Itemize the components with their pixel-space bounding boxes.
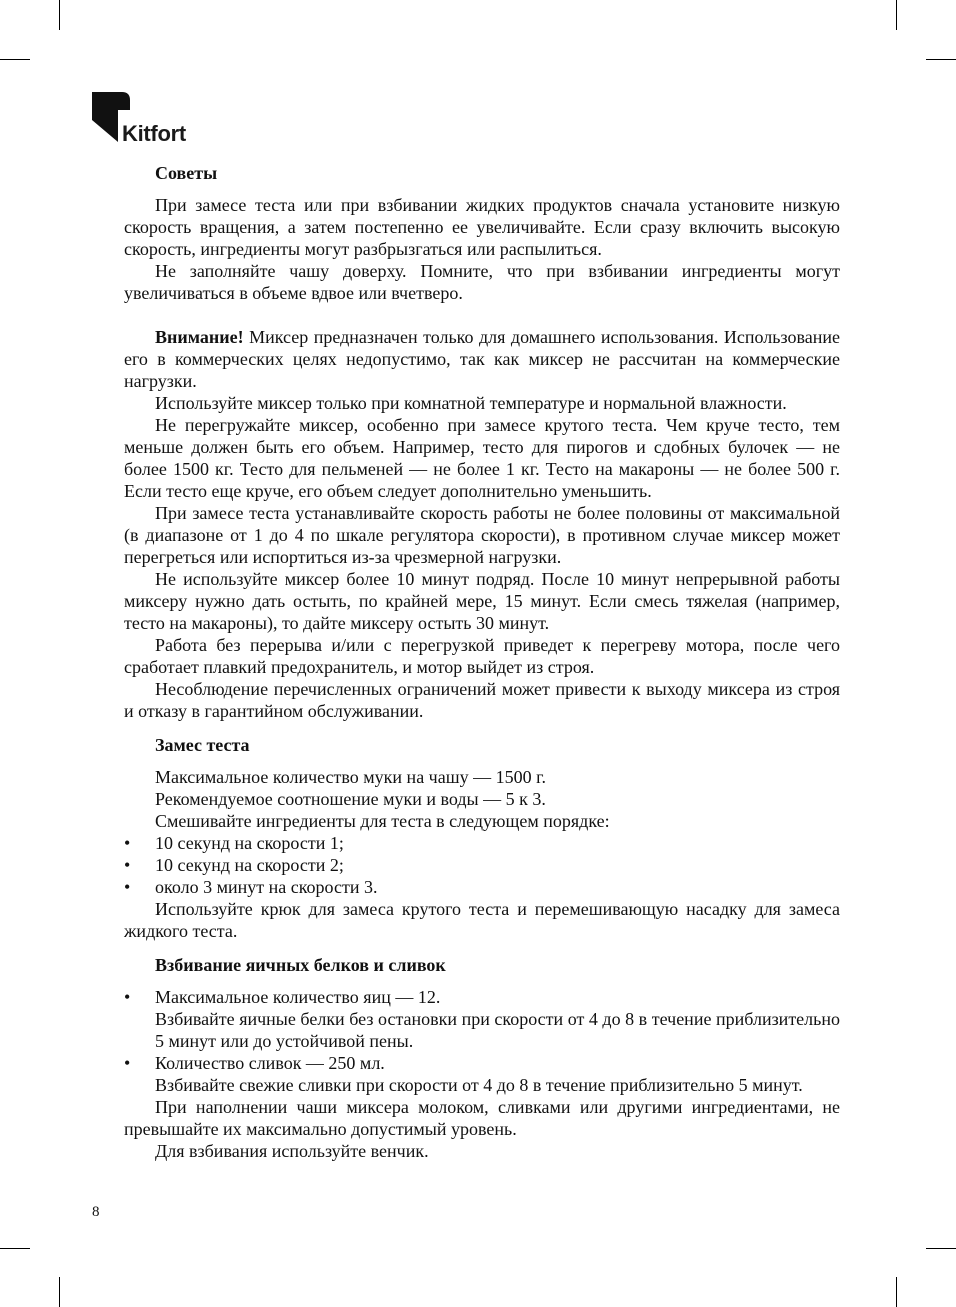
page-content [124,162,840,1162]
list-item: • Количество сливок — 250 мл. Взбивайте свежие сливки при скорости от 4 до 8 в течение приблизительно 5 минут. [124,1053,803,1095]
section-title-tips: Советы [155,163,218,183]
paragraph: При наполнении чаши миксера молоком, сливками или другими ингредиентами, не превышайте их максимально допустимый уровень. [124,1097,840,1139]
bullet: • [124,833,131,853]
crop-mark [926,59,956,60]
page-number: 8 [92,1204,100,1220]
paragraph: Рекомендуемое соотношение муки и воды — 5 к 3. [155,789,546,809]
paragraph: Максимальное количество муки на чашу — 1500 г. [155,767,546,787]
bullet: • [124,1053,131,1073]
bullet: • [124,987,131,1007]
paragraph: Не заполняйте чашу доверху. Помните, что при взбивании ингредиенты могут увеличиваться в объеме вдвое или вчетверо. [124,261,840,303]
whipping-list [124,986,840,1096]
crop-mark [59,0,60,30]
paragraph: Несоблюдение перечисленных ограничений может привести к выходу миксера из строя и отказу в гарантийном обслуживании. [124,679,840,721]
paragraph: Используйте миксер только при комнатной температуре и нормальной влажности. [155,393,787,413]
list-item: • около 3 минут на скорости 3. [124,877,378,897]
bullet: • [124,877,131,897]
crop-mark [896,0,897,30]
paragraph: Используйте крюк для замеса крутого теста и перемешивающую насадку для замеса жидкого теста. [124,899,840,941]
paragraph: Не используйте миксер более 10 минут подряд. После 10 минут непрерывной работы миксеру нужно дать остыть, по крайней мере, 15 минут. Если смесь тяжелая (например, тесто на макароны), то дайте миксеру остыть 30 минут. [124,569,840,633]
dough-steps-list [124,832,840,898]
crop-mark [0,1248,30,1249]
bullet: • [124,855,131,875]
section-title-whipping: Взбивание яичных белков и сливок [155,955,446,975]
brand-name: Kitfort [122,121,186,146]
list-item: • Максимальное количество яиц — 12. Взбивайте яичные белки без остановки при скорости от 4 до 8 в течение приблизительно 5 минут или до устойчивой пены. [124,987,840,1051]
section-title-dough: Замес теста [155,735,250,755]
crop-mark [59,1277,60,1307]
list-item: • 10 секунд на скорости 2; [124,855,344,875]
crop-mark [896,1277,897,1307]
crop-mark [0,59,30,60]
warning-label: Внимание! [155,327,244,347]
paragraph: Не перегружайте миксер, особенно при замесе крутого теста. Чем круче тесто, тем меньше должен быть его объем. Например, тесто для пирогов и сдобных булочек — не более 1500 кг. Тесто для пельменей — не более 1 кг. Тесто на макароны — не более 500 г. Если тесто еще круче, его объем следует дополнительно уменьшить. [124,415,840,501]
paragraph: Работа без перерыва и/или с перегрузкой приведет к перегреву мотора, после чего сработает плавкий предохранитель, и мотор выйдет из строя. [124,635,840,677]
crop-mark [926,1248,956,1249]
paragraph: При замесе теста устанавливайте скорость работы не более половины от максимальной (в диапазоне от 1 до 4 по шкале регулятора скорости), в противном случае миксер может перегреться или испортиться из-за чрезмерной нагрузки. [124,503,840,567]
paragraph: При замесе теста или при взбивании жидких продуктов сначала установите низкую скорость вращения, а затем постепенно ее увеличивайте. Если сразу включить высокую скорость, ингредиенты могут разбрызгаться или распылиться. [124,195,840,259]
paragraph: Смешивайте ингредиенты для теста в следующем порядке: [155,811,610,831]
list-item: • 10 секунд на скорости 1; [124,833,344,853]
warning-paragraph: Внимание! Миксер предназначен только для домашнего использования. Использование его в коммерческих целях недопустимо, так как миксер не рассчитан на коммерческие нагрузки. [124,327,840,391]
paragraph: Для взбивания используйте венчик. [155,1141,429,1161]
